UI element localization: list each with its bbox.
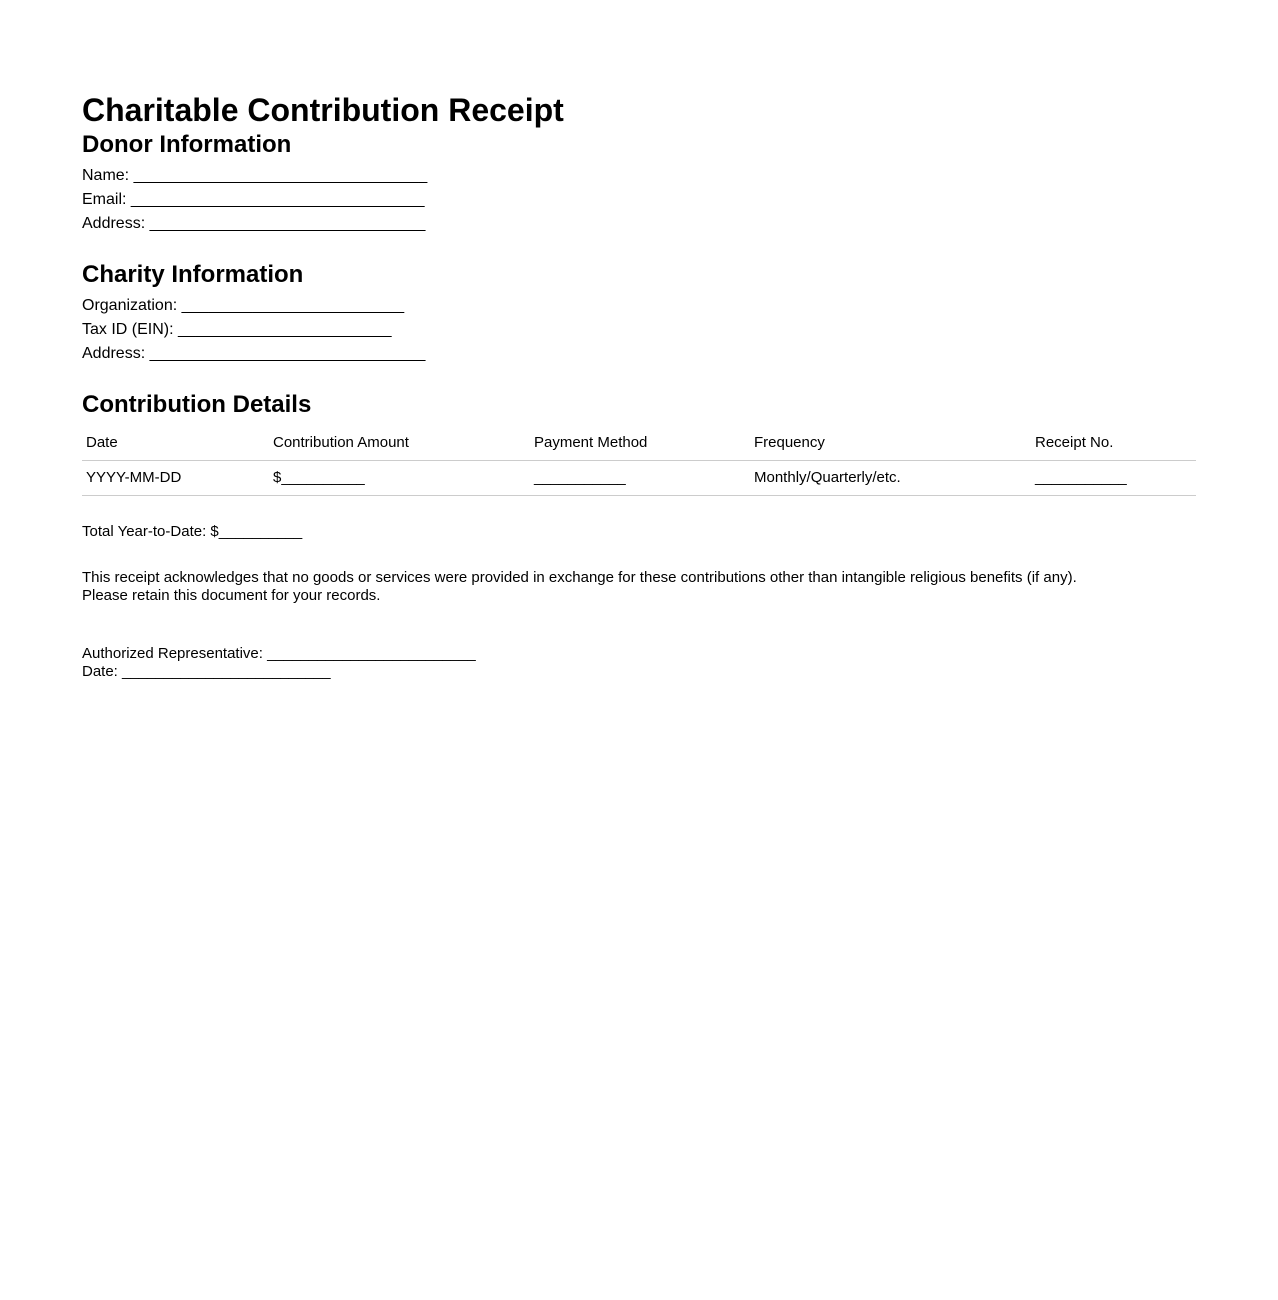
column-header-date: Date bbox=[82, 426, 269, 461]
charity-organization-field bbox=[82, 294, 1196, 318]
authorized-representative-label: Authorized Representative: bbox=[82, 645, 263, 662]
column-header-payment-method: Payment Method bbox=[530, 426, 750, 461]
document-title: Charitable Contribution Receipt bbox=[82, 92, 564, 128]
charity-address-field bbox=[82, 342, 1196, 366]
authorized-representative-field bbox=[82, 645, 1196, 663]
signature-date-blank: _________________________ bbox=[122, 663, 331, 680]
donor-email-blank: _________________________________ bbox=[130, 191, 425, 208]
total-year-to-date bbox=[82, 523, 1196, 541]
donor-information-heading: Donor Information bbox=[82, 131, 292, 158]
column-header-frequency: Frequency bbox=[750, 426, 1031, 461]
column-header-contribution-amount: Contribution Amount bbox=[269, 426, 530, 461]
donor-field-list bbox=[82, 164, 1196, 236]
donor-email-field bbox=[82, 188, 1196, 212]
donor-name-label: Name: bbox=[82, 167, 130, 184]
contribution-details-heading: Contribution Details bbox=[82, 391, 312, 418]
charity-address-label: Address: bbox=[82, 345, 146, 362]
donor-name-blank: _________________________________ bbox=[133, 167, 428, 184]
charity-field-list bbox=[82, 294, 1196, 366]
cell-payment-method: ___________ bbox=[530, 461, 750, 496]
charity-information-section bbox=[82, 260, 1196, 366]
charity-organization-label: Organization: bbox=[82, 297, 178, 314]
donor-address-field bbox=[82, 212, 1196, 236]
column-header-receipt-no: Receipt No. bbox=[1031, 426, 1196, 461]
charity-tax-id-blank: ________________________ bbox=[178, 321, 392, 338]
total-year-to-date-label: Total Year-to-Date: bbox=[82, 523, 207, 540]
donor-information-section bbox=[82, 130, 1196, 236]
contribution-table bbox=[82, 426, 1196, 496]
acknowledgement-line-1: This receipt acknowledges that no goods or services were provided in exchange for these contributions other than intangible religious benefits (if any). bbox=[82, 569, 1077, 586]
cell-date: YYYY-MM-DD bbox=[82, 461, 269, 496]
cell-contribution-amount: $__________ bbox=[269, 461, 530, 496]
charity-tax-id-label: Tax ID (EIN): bbox=[82, 321, 174, 338]
charity-information-heading: Charity Information bbox=[82, 261, 304, 288]
cell-receipt-no: ___________ bbox=[1031, 461, 1196, 496]
donor-email-label: Email: bbox=[82, 191, 127, 208]
total-year-to-date-blank: $__________ bbox=[210, 523, 303, 540]
acknowledgement-line-2: Please retain this document for your records. bbox=[82, 587, 381, 604]
donor-address-blank: _______________________________ bbox=[149, 215, 426, 232]
contribution-details-section bbox=[82, 390, 1196, 496]
signature-date-field bbox=[82, 663, 1196, 681]
signature-date-label: Date: bbox=[82, 663, 118, 680]
charity-address-blank: _______________________________ bbox=[149, 345, 426, 362]
authorized-representative-blank: _________________________ bbox=[267, 645, 476, 662]
donor-address-label: Address: bbox=[82, 215, 146, 232]
signature-block bbox=[82, 645, 1196, 681]
donor-name-field bbox=[82, 164, 1196, 188]
table-row bbox=[82, 461, 1196, 496]
charity-tax-id-field bbox=[82, 318, 1196, 342]
charity-organization-blank: _________________________ bbox=[181, 297, 405, 314]
acknowledgement-statement bbox=[82, 569, 1196, 605]
cell-frequency: Monthly/Quarterly/etc. bbox=[750, 461, 1031, 496]
contribution-table-header bbox=[82, 426, 1196, 461]
